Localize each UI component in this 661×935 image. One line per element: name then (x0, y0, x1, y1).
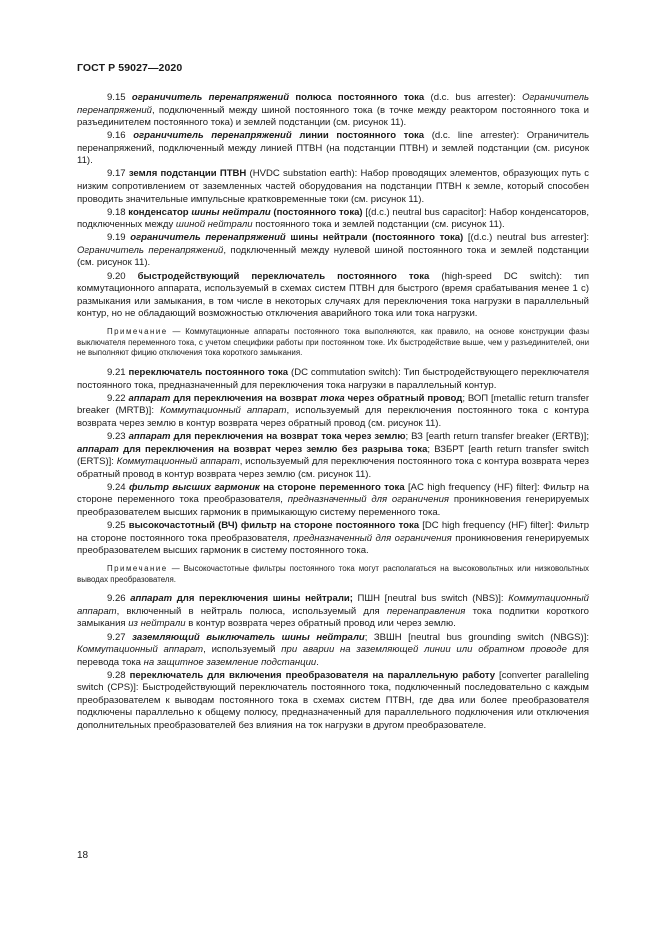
note-9-20: Примечание — Коммутационные аппараты постоянного тока выполняются, как правило, на основе конструкции фазы выключателя переменного тока, с учетом специфики работы при постоянном токе. Их быстродействие выше, чем у разъединителей, они не выполняют фицию отключения тока короткого замыкания. (77, 326, 589, 358)
term-9-25: 9.25 высокочастотный (ВЧ) фильтр на стороне постоянного тока [DC high frequency (HF) filter]: Фильтр на стороне постоянного тока преобразователя, предназначенный для ограничения проникновения генерируемых преобразователем высших гармоник в систему постоянного тока. (77, 520, 590, 557)
term-9-22: 9.22 аппарат для переключения на возврат тока через обратный провод; ВОП [metallic return transfer breaker (MRTB)]: Коммутационный аппарат, используемый для переключения постоянного тока с контура возврата через землю в контур возврата через обратный провод (см. рисунок 11). (77, 392, 590, 429)
page-number: 18 (77, 850, 89, 861)
document-body (77, 92, 589, 733)
term-9-20: 9.20 быстродействующий переключатель постоянного тока (high-speed DC switch): тип коммутационного аппарата, используемый в схемах систем ПТВН для быстрого (время срабатывания менее 1 с) размыкания или замыкания, в том числе в некоторых случаях для переключения тока нагрузки в параллельный контур, но не обладающий возможностью отключения аварийного тока или тока нагрузки. (77, 270, 589, 320)
term-9-18: 9.18 конденсатор шины нейтрали (постоянного тока) [(d.c.) neutral bus capacitor]: Набор конденсаторов, подключенных между шиной нейтрали постоянного тока и землей подстанции (см. рисунок 11). (77, 206, 589, 231)
term-9-24: 9.24 фильтр высших гармоник на стороне переменного тока [AC high frequency (HF) filter]: Фильтр на стороне переменного тока преобразователя, предназначенный для ограничения проникновения генерируемых преобразователем высших гармоник в примыкающую систему переменного тока. (77, 481, 590, 518)
document-header: ГОСТ Р 59027—2020 (77, 62, 183, 74)
term-9-17: 9.17 земля подстанции ПТВН (HVDC substation earth): Набор проводящих элементов, образующих путь с низким сопротивлением от заземленных частей оборудования на подстанции ПТВН к земле, который способен проводить значительные импульсные кратковременные токи (см. рисунок 11). (77, 168, 589, 205)
term-9-23: 9.23 аппарат для переключения на возврат тока через землю; ВЗ [earth return transfer breaker (ERTB)]; аппарат для переключения на возврат через землю без разрыва тока; ВЗБРТ [earth return transfer switch (ERTS)]: Коммутационный аппарат, используемый для переключения постоянного тока с контура возврата через обратный провод в контур возврата через землю (см. рисунок 11). (77, 431, 589, 480)
note-9-25: Примечание — Высокочастотные фильтры постоянного тока могут располагаться на высоковольтных или низковольтных выводах преобразователя. (77, 563, 589, 584)
term-9-26: 9.26 аппарат для переключения шины нейтрали; ПШН [neutral bus switch (NBS)]: Коммутационный аппарат, включенный в нейтраль полюса, используемый для перенаправления тока подпитки короткого замыкания из нейтрали в контур возврата через обратный провод или через землю. (77, 593, 589, 630)
term-9-19: 9.19 ограничитель перенапряжений шины нейтрали (постоянного тока) [(d.c.) neutral bus arrester]: Ограничитель перенапряжений, подключенный между нулевой шиной постоянного тока и землей подстанции (см. рисунок 11). (77, 232, 589, 269)
term-9-15: 9.15 ограничитель перенапряжений полюса постоянного тока (d.c. bus arrester): Ограничитель перенапряжений, подключенный между шиной постоянного тока (в точке между реактором постоянного тока и разъединителем постоянного тока) и землей подстанции (см. рисунок 11). (77, 92, 589, 129)
term-9-28: 9.28 переключатель для включения преобразователя на параллельную работу [converter paralleling switch (CPS)]: Быстродействующий переключатель постоянного тока, подключенный последовательно с каждым преобразователем к выводам постоянного тока в схемах систем ПТВН, где два или более преобразователя подключены параллельно к общему полюсу, предназначенный для параллельного подключения или отключения дополнительных преобразователей без влияния на ток нагрузки в другом преобразователе. (77, 669, 589, 732)
term-9-16: 9.16 ограничитель перенапряжений линии постоянного тока (d.c. line arrester): Ограничитель перенапряжений, подключенный между линией ПТВН (на подстанции ПТВН) и землей подстанции (см. рисунок 11). (77, 130, 589, 167)
term-9-21: 9.21 переключатель постоянного тока (DC commutation switch): Тип быстродействующего переключателя постоянного тока, предназначенный для переключения тока нагрузки в параллельный контур. (77, 367, 589, 391)
term-9-27: 9.27 заземляющий выключатель шины нейтрали; ЗВШН [neutral bus grounding switch (NBGS)]: Коммутационный аппарат, используемый при аварии на заземляющей линии или обратном проводе для перевода тока на защитное заземление подстанции. (77, 631, 590, 668)
